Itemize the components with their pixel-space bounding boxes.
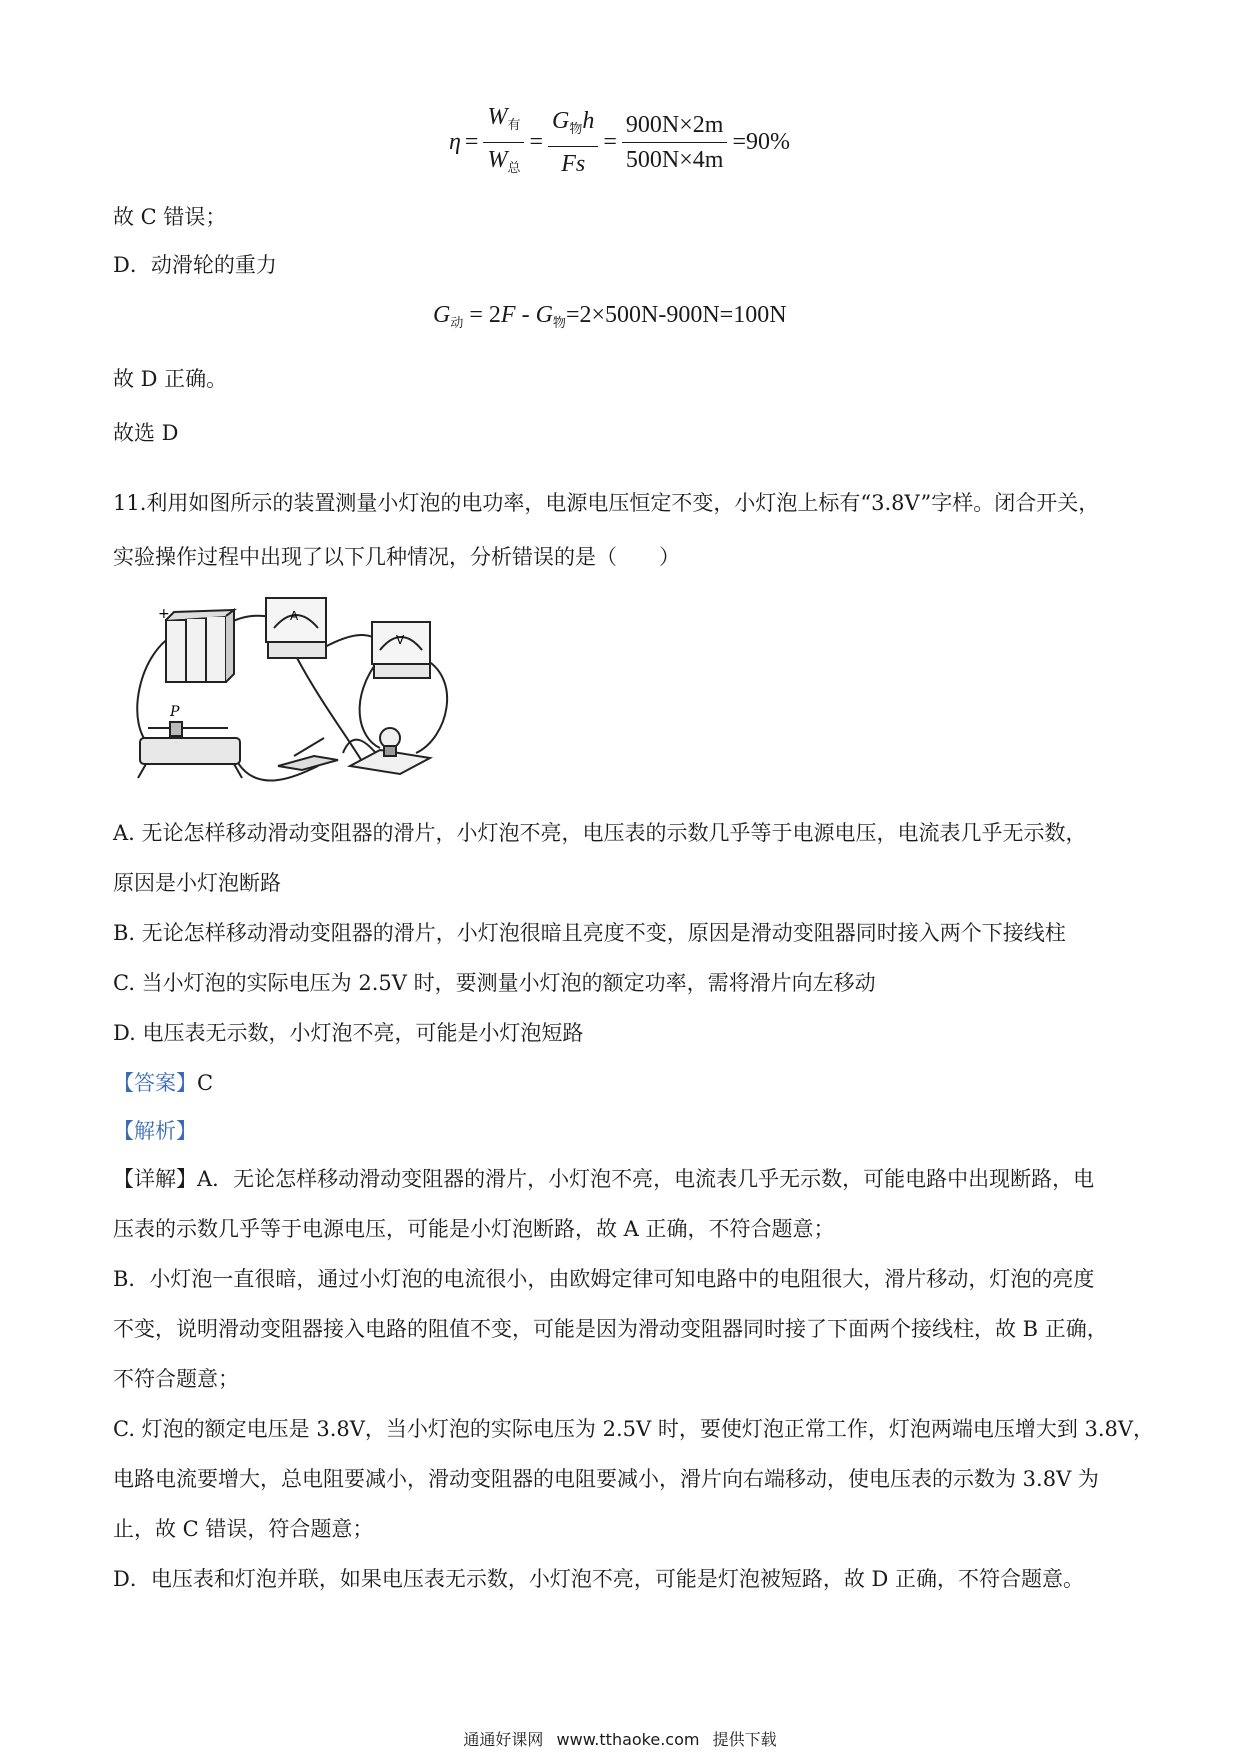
analysis-c-line-1: C. 灯泡的额定电压是 3.8V，当小灯泡的实际电压为 2.5V 时，要使灯泡正常工作，灯泡两端电压增大到 3.8V， <box>113 1417 1155 1441</box>
line-d-label: D．动滑轮的重力 <box>113 253 277 277</box>
voltmeter <box>372 622 430 678</box>
wire-ammeter-lamp <box>296 656 363 763</box>
answer-label: 【答案】 <box>113 1071 197 1095</box>
force-fraction: $\frac{G_物h}{Fs}$ <box>548 106 598 179</box>
option-c: C. 当小灯泡的实际电压为 2.5V 时，要测量小灯泡的额定功率，需将滑片向左移动 <box>113 971 876 995</box>
line-answer-d: 故选 D <box>113 421 179 445</box>
eta-symbol: η <box>449 129 461 155</box>
value-fraction: $\frac{900N\times 2m}{500N\times 4m}$ <box>622 110 728 175</box>
page-footer <box>0 1727 1240 1750</box>
pulley-weight-formula: $G_动 = 2F - G_物=2\times 500N-900N=100N$ <box>433 302 787 330</box>
option-b: B. 无论怎样移动滑动变阻器的滑片，小灯泡很暗且亮度不变，原因是滑动变阻器同时接入两个下接线柱 <box>113 921 1066 945</box>
line-d-correct: 故 D 正确。 <box>113 367 228 391</box>
ammeter <box>266 598 326 658</box>
question-stem-1: 11.利用如图所示的装置测量小灯泡的电功率，电源电压恒定不变，小灯泡上标有“3.8V”字样。闭合开关， <box>113 491 1100 515</box>
answer-value: C <box>197 1071 214 1095</box>
answer-line <box>113 1068 213 1098</box>
option-a-line-1: A. 无论怎样移动滑动变阻器的滑片，小灯泡不亮，电压表的示数几乎等于电源电压，电流表几乎无示数， <box>113 821 1087 845</box>
analysis-b-line-1: B．小灯泡一直很暗，通过小灯泡的电流很小，由欧姆定律可知电路中的电阻很大，滑片移动，灯泡的亮度 <box>113 1267 1095 1291</box>
analysis-c-line-2: 电路电流要增大，总电阻要减小，滑动变阻器的电阻要减小，滑片向右端移动，使电压表的示数为 3.8V 为 <box>113 1467 1099 1491</box>
footer-tail: 提供下载 <box>712 1730 777 1749</box>
voltmeter-label: V <box>396 633 405 647</box>
analysis-a-line-1: 【详解】A．无论怎样移动滑动变阻器的滑片，小灯泡不亮，电流表几乎无示数，可能电路中出现断路，电 <box>113 1167 1095 1191</box>
footer-site: 通通好课网 <box>463 1730 544 1749</box>
analysis-c-line-3: 止，故 C 错误，符合题意； <box>113 1517 374 1541</box>
analysis-b-line-3: 不符合题意； <box>113 1367 239 1391</box>
ammeter-label: A <box>290 609 299 623</box>
analysis-d-line-1: D．电压表和灯泡并联，如果电压表无示数，小灯泡不亮，可能是灯泡被短路，故 D 正确，不符合题意。 <box>113 1567 1085 1591</box>
efficiency-result: =90% <box>732 129 790 155</box>
detail-label: 【详解】 <box>113 1167 197 1191</box>
option-d: D. 电压表无示数，小灯泡不亮，可能是小灯泡短路 <box>113 1021 584 1045</box>
rheostat <box>138 722 242 778</box>
line-c-wrong: 故 C 错误； <box>113 205 227 229</box>
switch <box>278 738 338 770</box>
analysis-b-line-2: 不变，说明滑动变阻器接入电路的阻值不变，可能是因为滑动变阻器同时接了下面两个接线柱，故 B 正确， <box>113 1317 1108 1341</box>
circuit-figure <box>118 588 498 788</box>
option-a-line-2: 原因是小灯泡断路 <box>113 871 281 895</box>
battery-pack <box>166 610 234 682</box>
svg-text:+: + <box>158 606 170 622</box>
slider-label: P <box>170 704 180 720</box>
footer-url[interactable]: www.tthaoke.com <box>556 1730 700 1749</box>
work-fraction: $\frac{W_有}{W_总}$ <box>483 102 524 183</box>
question-stem-2: 实验操作过程中出现了以下几种情况，分析错误的是（ ） <box>113 545 680 569</box>
analysis-label: 【解析】 <box>113 1119 197 1143</box>
analysis-a-line-2: 压表的示数几乎等于电源电压，可能是小灯泡断路，故 A 正确，不符合题意； <box>113 1217 835 1241</box>
efficiency-formula: η = $\frac{W_有}{W_总}$ = $\frac{G_物h}{Fs}$ = $\frac{900N\times 2m}{500N\times 4m}$ =90% <box>447 102 792 183</box>
